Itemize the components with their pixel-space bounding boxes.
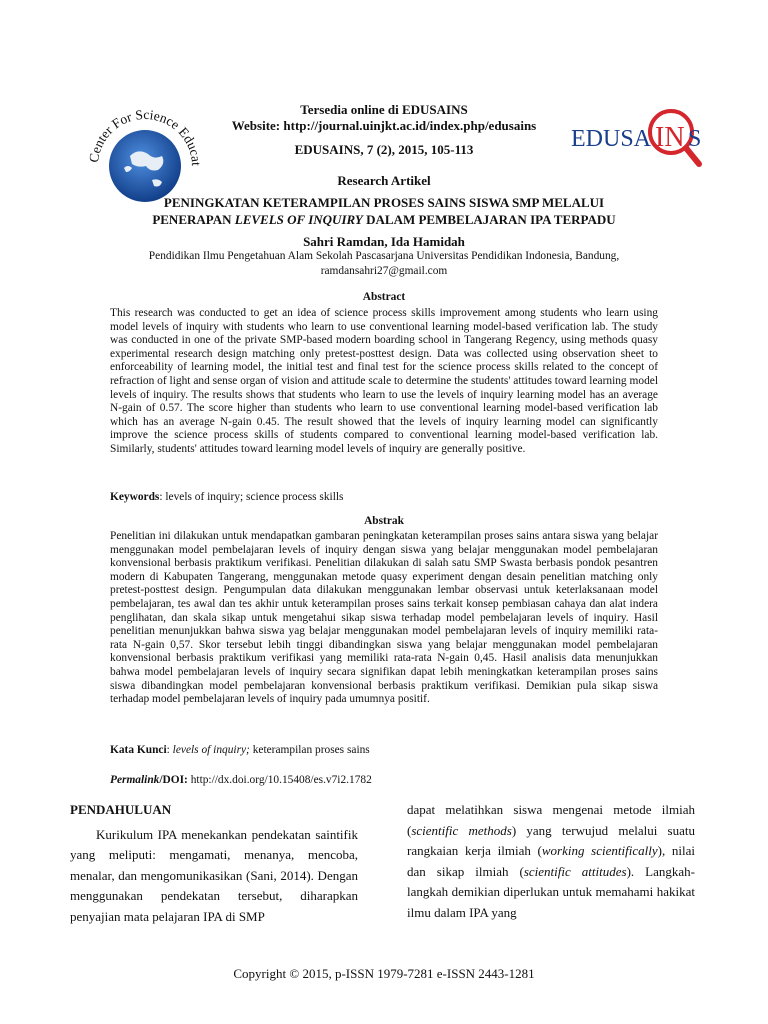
svg-text:S: S — [688, 126, 702, 152]
kata-kunci: Kata Kunci: levels of inquiry; keterampilan proses sains — [110, 744, 370, 756]
copyright-footer: Copyright © 2015, p-ISSN 1979-7281 e-ISSN 2443-1281 — [233, 966, 535, 981]
svg-text:EDUSA: EDUSA — [571, 126, 652, 152]
citation-line: EDUSAINS, 7 (2), 2015, 105-113 — [294, 142, 474, 157]
section-heading: PENDAHULUAN — [70, 802, 172, 817]
svg-text:IN: IN — [655, 122, 685, 153]
body-paragraph-continued: dapat melatihkan siswa mengenai metode ilmiah (scientific methods) yang terwujud melalui suatu rangkaian kerja ilmiah (working scientifically), nilai dan sikap ilmiah (scientific attitudes). Langkah-langkah demikian diperlukan untuk memahami hakikat ilmu dalam IPA yang — [407, 802, 695, 920]
keywords: Keywords: levels of inquiry; science process skills — [110, 491, 344, 503]
website-link[interactable]: Website: http://journal.uinjkt.ac.id/index.php/edusains — [231, 118, 537, 133]
abstract-heading: Abstract — [362, 291, 406, 303]
email[interactable]: ramdansahri27@gmail.com — [320, 265, 448, 277]
edusains-logo — [567, 104, 707, 176]
svg-text:Center For Science Education: Center For Science Educat — [86, 106, 205, 167]
doi-link[interactable]: http://dx.doi.org/10.15408/es.v7i2.1782 — [187, 774, 372, 786]
availability-line: Tersedia online di EDUSAINS — [300, 102, 468, 117]
abstract-text: This research was conducted to get an idea of science process skills improvement among students who learn using model levels of inquiry with students who learn to use conventional learning model-based verification lab. The study was conducted in one of the private SMP-based modern boarding school in Tangerang Regency, using methods quasy experimental research design matching only pretest-posttest design. Data was collected using observation sheet to enforceability of learning model, the initial test and final test for the science process skills related to the concept of refraction of light and sense organ of vision and attitude scale to determine the students' attitudes toward learning model levels of inquiry. The results shows that students who learn to use the levels of inquiry learning model has an average N-gain of 0.57. The score higher than students who learn to use conventional learning model-based verification lab which has an average N-gain 0.45. The result showed that the levels of inquiry learning model can significantly improve the science process skills of students compared to conventional learning model-based verification lab. Similarly, students' attitudes toward learning model levels of inquiry are generally positive. — [110, 307, 658, 455]
authors: Sahri Ramdan, Ida Hamidah — [303, 234, 465, 249]
right-column — [407, 800, 695, 923]
body-paragraph: Kurikulum IPA menekankan pendekatan saintifik yang meliputi: mengamati, menanya, mencoba, menalar, dan mengomunikasikan (Sani, 2014). Dengan menggunakan pendekatan tersebut, diharapkan penyajian mata pelajaran IPA di SMP — [70, 826, 358, 924]
affiliation: Pendidikan Ilmu Pengetahuan Alam Sekolah Pascasarjana Universitas Pendidikan Indonesia, Bandung, ramdansahri27@gmail.com — [90, 249, 678, 279]
abstrak-text: Penelitian ini dilakukan untuk mendapatkan gambaran peningkatan keterampilan proses sains antara siswa yang belajar menggunakan model pembelajaran levels of inquiry dengan siswa yang belajar menggunakan model pembelajaran konvensional berbasis praktikum verifikasi. Penelitian dilakukan di salah satu SMP Swasta berbasis pondok pesantren modern di Kabupaten Tangerang, menggunakan metode quasy experiment dengan desain penelitian matching only pretest-posttest design. Pengumpulan data dilakukan menggunakan lembar observasi untuk keterlaksanaan model pembelajaran, tes awal dan tes akhir untuk keterampilan proses sains terkait konsep pembiasan cahaya dan alat indera penglihatan, dan skala sikap untuk mengetahui sikap siswa terhadap model pembelajaran levels of inquiry. Hasil penelitian menunjukkan bahwa siswa yag belajar menggunakan model pembelajaran levels of inquiry memiliki rata-rata N-gain 0,57. Skor tersebut lebih tinggi dibandingkan siswa yang belajar menggunakan model pembelajaran konvensional berbasis praktikum verifikasi yang memiliki rata-rata N-gain 0,45. Hasil analisis data menunjukkan bahwa model pembelajaran levels of inquiry secara signifikan dapat lebih meningkatkan keterampilan proses sains siswa dibandingkan model pembelajaran konvensional berbasis praktikum verifikasi. Demikian pula sikap siswa terhadap model pembelajaran levels of inquiry pada umumnya positif. — [110, 530, 658, 706]
permalink: Permalink/DOI: http://dx.doi.org/10.15408/es.v7i2.1782 — [110, 774, 372, 786]
article-type: Research Artikel — [337, 173, 431, 188]
left-column — [70, 800, 358, 927]
abstrak-heading: Abstrak — [364, 515, 404, 527]
article-title: PENINGKATAN KETERAMPILAN PROSES SAINS SISWA SMP MELALUI PENERAPAN LEVELS OF INQUIRY DALAM PEMBELAJARAN IPA TERPADU — [152, 195, 616, 227]
